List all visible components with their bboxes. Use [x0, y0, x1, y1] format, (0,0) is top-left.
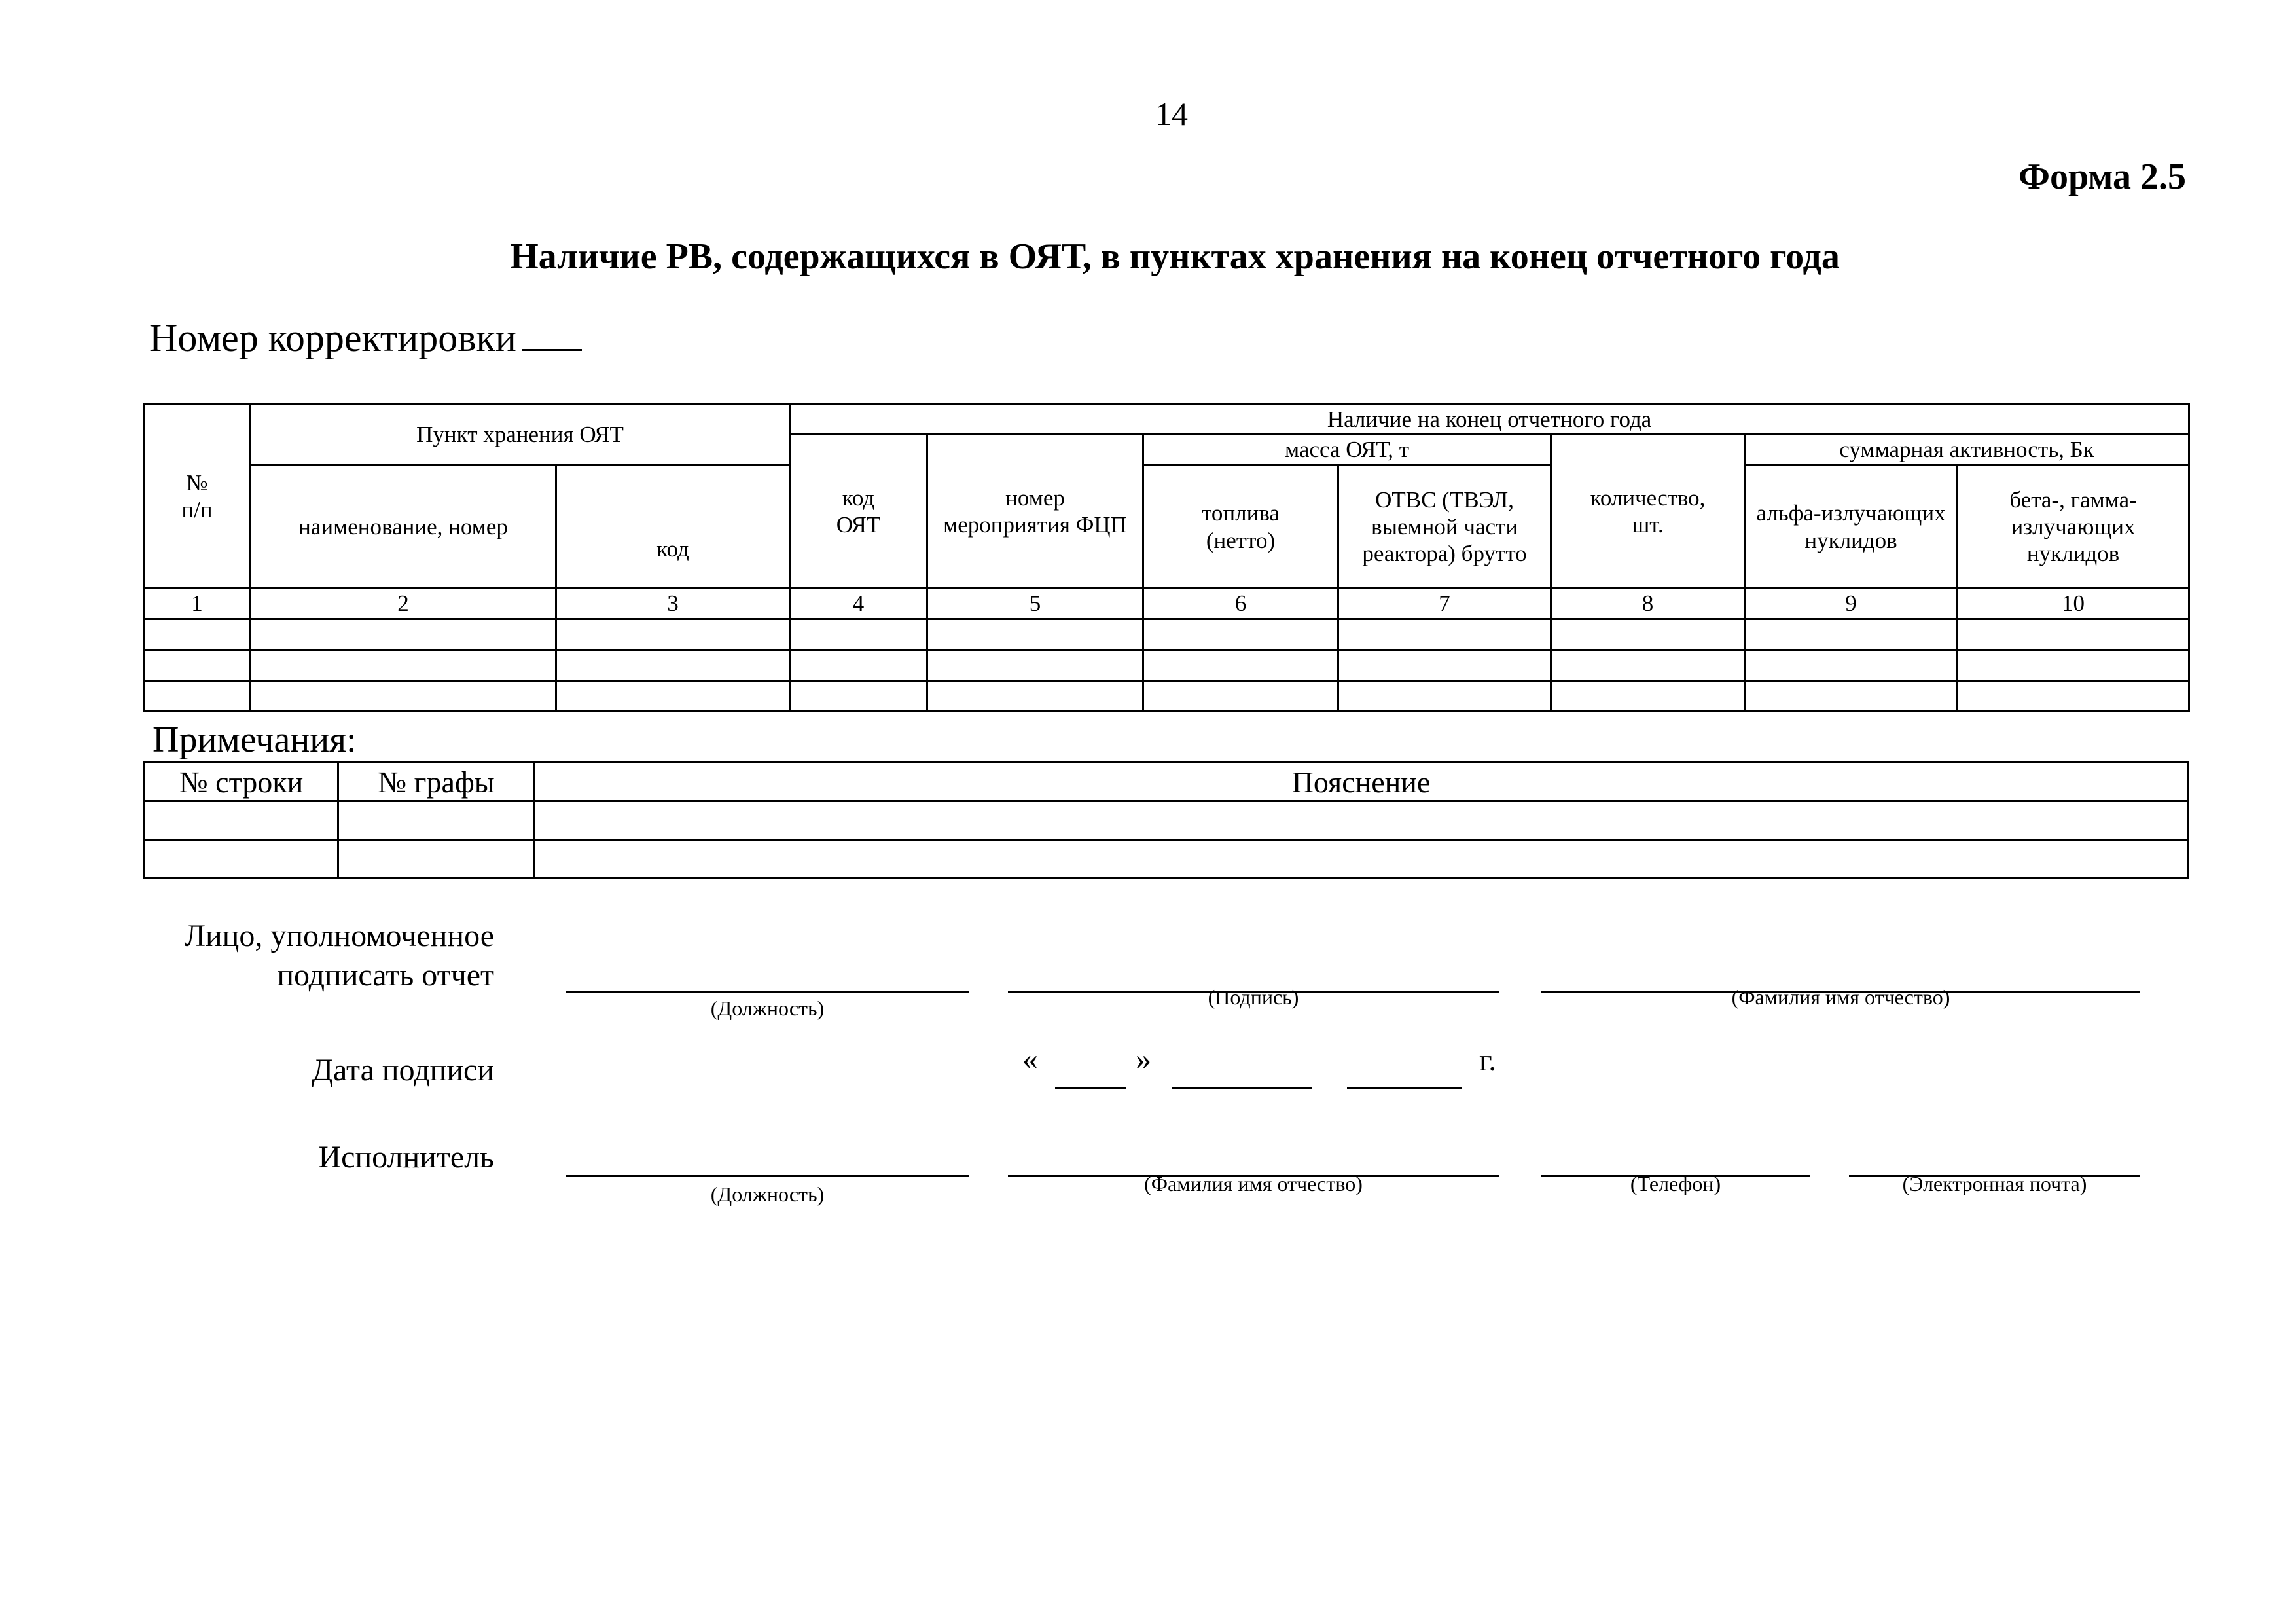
col-number: 2	[251, 589, 556, 619]
col-number: 3	[556, 589, 790, 619]
data-cell[interactable]	[144, 650, 251, 681]
notes-cell[interactable]	[535, 840, 2188, 879]
header-event-number: номер мероприятия ФЦП	[927, 435, 1143, 589]
table-row	[144, 650, 2189, 681]
notes-header-row	[145, 763, 2188, 801]
notes-cell[interactable]	[338, 840, 535, 879]
header-presence: Наличие на конец отчетного года	[790, 405, 2189, 435]
data-cell[interactable]	[251, 681, 556, 712]
page-title: Наличие РВ, содержащихся в ОЯТ, в пунктах хранения на конец отчетного года	[510, 236, 1840, 277]
date-year-line[interactable]	[1347, 1087, 1462, 1089]
date-label: Дата подписи	[312, 1053, 494, 1087]
executor-fio-caption: (Фамилия имя отчество)	[1144, 1172, 1363, 1195]
header-activity: суммарная активность, Бк	[1745, 435, 2189, 465]
notes-row	[145, 801, 2188, 840]
position-line[interactable]	[566, 991, 969, 993]
header-quantity: количество, шт.	[1551, 435, 1745, 589]
data-cell[interactable]	[1958, 619, 2189, 650]
data-cell[interactable]	[790, 619, 927, 650]
data-cell[interactable]	[144, 681, 251, 712]
data-cell[interactable]	[1958, 650, 2189, 681]
col-number: 4	[790, 589, 927, 619]
header-otvs-mass: ОТВС (ТВЭЛ, выемной части реактора) брутто	[1338, 465, 1551, 589]
notes-cell[interactable]	[145, 840, 338, 879]
data-cell[interactable]	[1745, 681, 1958, 712]
col-number: 7	[1338, 589, 1551, 619]
header-fuel-mass: топлива (нетто)	[1143, 465, 1338, 589]
year-suffix: г.	[1479, 1043, 1497, 1078]
data-cell[interactable]	[1338, 681, 1551, 712]
data-cell[interactable]	[1551, 650, 1745, 681]
header-storage-name: наименование, номер	[251, 465, 556, 589]
data-cell[interactable]	[1143, 650, 1338, 681]
column-number-row	[144, 589, 2189, 619]
data-cell[interactable]	[556, 681, 790, 712]
header-beta-gamma-activity: бета-, гамма- излучающих нуклидов	[1958, 465, 2189, 589]
fio-caption: (Фамилия имя отчество)	[1731, 985, 1950, 1009]
data-cell[interactable]	[927, 619, 1143, 650]
data-cell[interactable]	[1338, 650, 1551, 681]
data-cell[interactable]	[556, 619, 790, 650]
executor-position-caption: (Должность)	[710, 1182, 825, 1206]
data-cell[interactable]	[556, 650, 790, 681]
position-caption: (Должность)	[710, 996, 825, 1020]
notes-cell[interactable]	[535, 801, 2188, 840]
data-cell[interactable]	[251, 650, 556, 681]
notes-col-explanation: Пояснение	[535, 763, 2188, 801]
main-table	[143, 403, 2190, 712]
notes-row	[145, 840, 2188, 879]
data-cell[interactable]	[1338, 619, 1551, 650]
data-cell[interactable]	[1745, 650, 1958, 681]
phone-caption: (Телефон)	[1630, 1172, 1721, 1195]
notes-cell[interactable]	[338, 801, 535, 840]
data-cell[interactable]	[927, 650, 1143, 681]
page-number: 14	[1155, 96, 1188, 132]
correction-number	[149, 316, 582, 361]
data-cell[interactable]	[144, 619, 251, 650]
header-num: № п/п	[144, 405, 251, 589]
notes-label: Примечания:	[152, 720, 357, 760]
header-code-oyat: код ОЯТ	[790, 435, 927, 589]
notes-cell[interactable]	[145, 801, 338, 840]
col-number: 6	[1143, 589, 1338, 619]
notes-col-row: № строки	[145, 763, 338, 801]
header-mass: масса ОЯТ, т	[1143, 435, 1551, 465]
data-cell[interactable]	[790, 681, 927, 712]
email-caption: (Электронная почта)	[1902, 1172, 2087, 1195]
header-storage-code: код	[556, 465, 790, 589]
header-storage: Пункт хранения ОЯТ	[251, 405, 790, 465]
date-day-line[interactable]	[1055, 1087, 1126, 1089]
table-row	[144, 681, 2189, 712]
form-label: Форма 2.5	[2018, 156, 2186, 197]
data-cell[interactable]	[251, 619, 556, 650]
col-number: 8	[1551, 589, 1745, 619]
authorized-person-label: Лицо, уполномоченное подписать отчет	[184, 919, 494, 993]
signature-caption: (Подпись)	[1208, 985, 1299, 1009]
executor-label: Исполнитель	[318, 1140, 494, 1175]
table-row	[144, 619, 2189, 650]
data-cell[interactable]	[1143, 681, 1338, 712]
data-cell[interactable]	[1745, 619, 1958, 650]
correction-blank[interactable]	[522, 318, 582, 351]
data-cell[interactable]	[790, 650, 927, 681]
date-month-line[interactable]	[1172, 1087, 1312, 1089]
notes-col-column: № графы	[338, 763, 535, 801]
quote-close: »	[1136, 1042, 1151, 1076]
col-number: 1	[144, 589, 251, 619]
col-number: 5	[927, 589, 1143, 619]
data-cell[interactable]	[1551, 681, 1745, 712]
notes-table	[143, 761, 2189, 879]
quote-open: «	[1022, 1042, 1038, 1076]
data-cell[interactable]	[1551, 619, 1745, 650]
executor-position-line[interactable]	[566, 1175, 969, 1177]
data-cell[interactable]	[1958, 681, 2189, 712]
col-number: 9	[1745, 589, 1958, 619]
col-number: 10	[1958, 589, 2189, 619]
correction-label: Номер корректировки	[149, 316, 516, 359]
data-cell[interactable]	[1143, 619, 1338, 650]
header-alpha-activity: альфа-излучающих нуклидов	[1745, 465, 1958, 589]
data-cell[interactable]	[927, 681, 1143, 712]
